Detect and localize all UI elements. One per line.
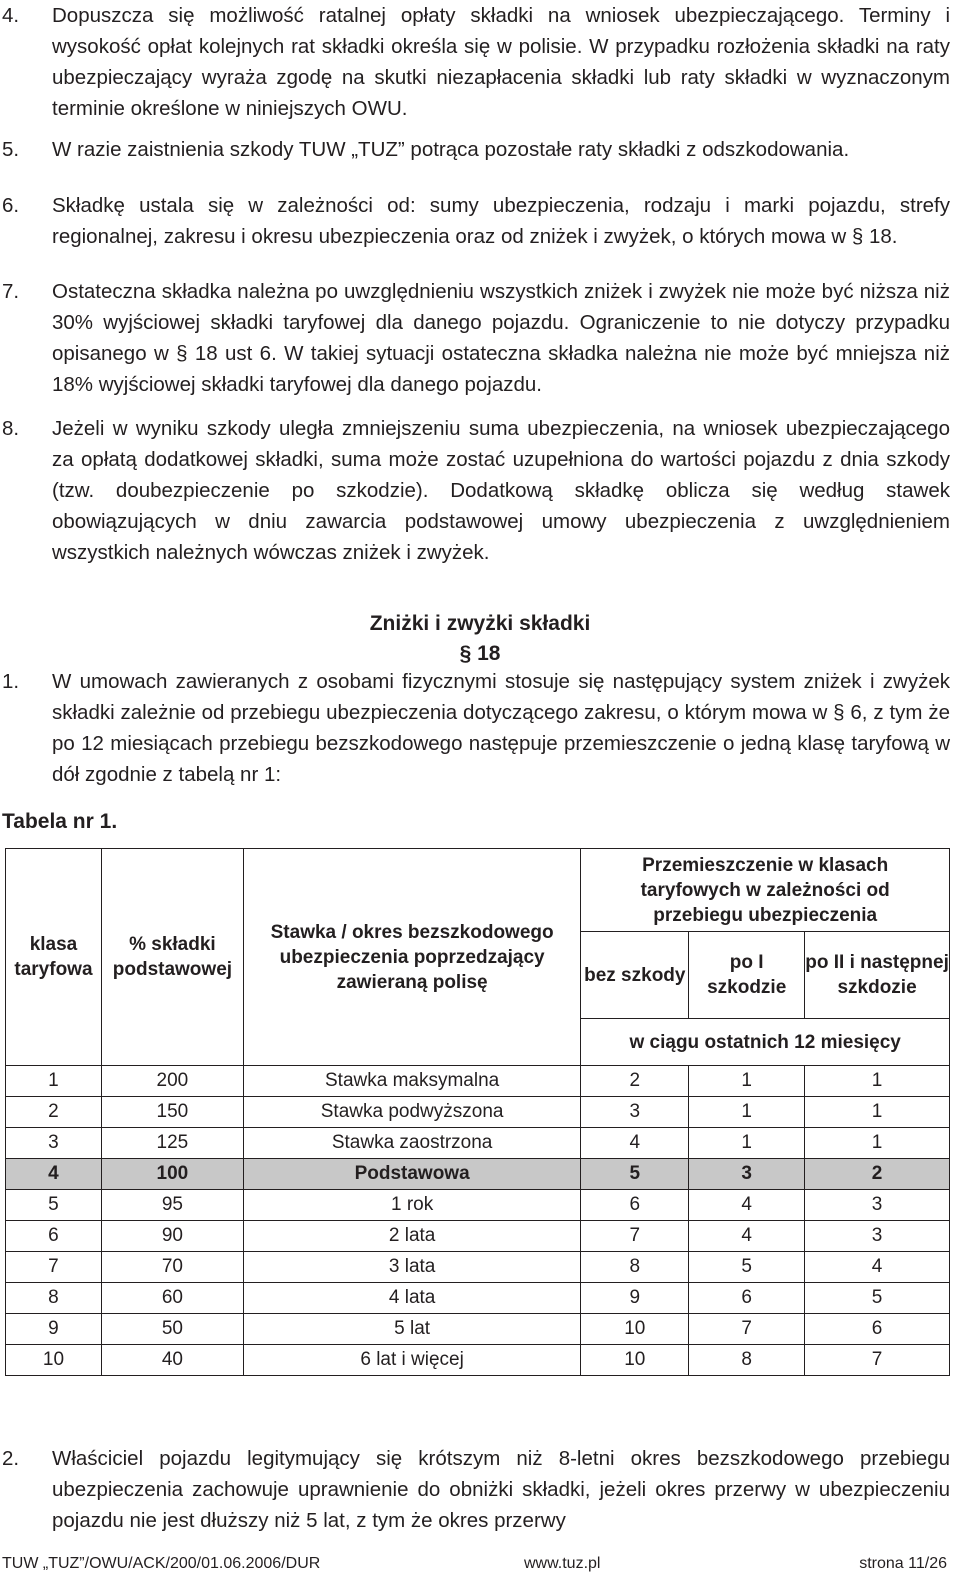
paragraph-item-5 [0,134,950,165]
header-po-i-szkodzie: po I szkodzie [689,932,805,1019]
table-cell: 6 [581,1190,689,1221]
item-number: 8. [2,417,20,440]
item-number: 5. [2,138,20,161]
item-number: 7. [2,280,20,303]
table-cell: 3 lata [243,1252,580,1283]
header-klasa: klasa taryfowa [6,849,102,1066]
table-row [6,1190,950,1221]
table-cell: 1 [689,1128,805,1159]
header-procent: % składki podstawowej [101,849,243,1066]
table-cell: 4 [805,1252,950,1283]
table-cell: 5 [805,1283,950,1314]
header-bez-szkody: bez szkody [581,932,689,1019]
table-cell: 40 [101,1345,243,1376]
table-row [6,1097,950,1128]
table-cell: 1 [805,1066,950,1097]
item-number: 6. [2,194,20,217]
table-cell: 5 [581,1159,689,1190]
item-text: W umowach zawieranych z osobami fizycznymi stosuje się następujący system zniżek i zwyżek składki zależnie od przebiegu ubezpieczenia dotyczącego zakresu, o którym mowa w § 6, z tym że po 12 miesiącach przebiegu bezszkodowego następuje przemieszczenie o jedną klasę taryfową w dół zgodnie z tabelą nr 1: [52,670,950,786]
header-przemieszczenie: Przemieszczenie w klasach taryfowych w zależności od przebiegu ubezpieczenia [581,849,950,932]
item-text: Ostateczna składka należna po uwzględnieniu wszystkich zniżek i zwyżek nie może być niższa niż 30% wyjściowej składki taryfowej dla danego pojazdu. Ograniczenie to nie dotyczy przypadku opisanego w § 18 ust 6. W takiej sytuacji ostateczna składka należna nie może być mniejsza niż 18% wyjściowej składki taryfowej dla danego pojazdu. [52,280,950,396]
table-row [6,1066,950,1097]
table-body [6,1066,950,1376]
table-row [6,1159,950,1190]
item-text: W razie zaistnienia szkody TUW „TUZ” potrąca pozostałe raty składki z odszkodowania. [52,138,850,161]
table-cell: 1 [689,1066,805,1097]
paragraph-item-4 [0,0,950,124]
table-cell: 7 [6,1252,102,1283]
table-cell: 125 [101,1128,243,1159]
table-cell: 4 [581,1128,689,1159]
paragraph-item-8 [0,413,950,568]
table-cell: 90 [101,1221,243,1252]
table-cell: Stawka maksymalna [243,1066,580,1097]
paragraph-item-6 [0,190,950,252]
table-cell: 50 [101,1314,243,1345]
table-cell: Podstawowa [243,1159,580,1190]
table-cell: 9 [581,1283,689,1314]
table-cell: 5 [6,1190,102,1221]
table-cell: 5 lat [243,1314,580,1345]
header-po-ii-szkodzie: po II i następnej szkdozie [805,932,950,1019]
table-cell: 9 [6,1314,102,1345]
table-cell: 1 [805,1097,950,1128]
table-cell: 60 [101,1283,243,1314]
table-cell: 3 [6,1128,102,1159]
table-cell: 95 [101,1190,243,1221]
table-cell: 6 [805,1314,950,1345]
table-cell: 1 [6,1066,102,1097]
table-cell: 3 [689,1159,805,1190]
item-number: 1. [2,670,20,693]
table-cell: 1 [805,1128,950,1159]
table-row [6,1314,950,1345]
table-cell: 4 lata [243,1283,580,1314]
table-cell: 200 [101,1066,243,1097]
table-label: Tabela nr 1. [2,810,118,833]
table-cell: 3 [581,1097,689,1128]
table-cell: Stawka podwyższona [243,1097,580,1128]
table-cell: 100 [101,1159,243,1190]
item-text: Składkę ustala się w zależności od: sumy ubezpieczenia, rodzaju i marki pojazdu, strefy regionalnej, zakresu i okresu ubezpieczenia oraz od zniżek i zwyżek, o których mowa w § 18. [52,194,950,248]
paragraph-18-1 [0,666,950,790]
table-cell: 3 [805,1221,950,1252]
table-cell: 8 [6,1283,102,1314]
section-heading: Zniżki i zwyżki składki [369,612,591,635]
item-text: Jeżeli w wyniku szkody uległa zmniejszeniu suma ubezpieczenia, na wniosek ubezpieczającego za opłatą dodatkowej składki, suma może zostać uzupełniona do wartości pojazdu z dnia szkody (tzw. doubezpieczenie po szkodzie). Dodatkową składkę oblicza się według stawek obowiązujących w dniu zawarcia podstawowej umowy ubezpieczenia z uwzględnieniem wszystkich należnych wówczas zniżek i zwyżek. [52,417,950,564]
tariff-table [5,848,950,1376]
page-footer [2,1555,947,1577]
item-text: Dopuszcza się możliwość ratalnej opłaty składki na wniosek ubezpieczającego. Terminy i wysokość opłat kolejnych rat składki określa się w polisie. W przypadku rozłożenia składki na raty ubezpieczający wyraża zgodę na skutki niezapłacenia składki lub raty składki w wyznaczonym terminie określone w niniejszych OWU. [52,4,950,120]
item-number: 4. [2,4,20,27]
table-row [6,1283,950,1314]
table-cell: 1 [689,1097,805,1128]
table-cell: 10 [581,1345,689,1376]
item-number: 2. [2,1447,20,1470]
table-cell: 150 [101,1097,243,1128]
table-cell: 10 [6,1345,102,1376]
table-cell: 7 [689,1314,805,1345]
paragraph-item-7 [0,276,950,400]
table-cell: 6 [689,1283,805,1314]
table-cell: 2 [805,1159,950,1190]
table-cell: 4 [689,1221,805,1252]
header-okres: w ciągu ostatnich 12 miesięcy [581,1019,950,1066]
table-cell: Stawka zaostrzona [243,1128,580,1159]
table-cell: 3 [805,1190,950,1221]
table-cell: 6 lat i więcej [243,1345,580,1376]
table-row [6,1221,950,1252]
table-cell: 2 lata [243,1221,580,1252]
table-cell: 2 [6,1097,102,1128]
table-cell: 8 [689,1345,805,1376]
table-cell: 1 rok [243,1190,580,1221]
item-text: Właściciel pojazdu legitymujący się krótszym niż 8-letni okres bezszkodowego przebiegu ubezpieczenia zachowuje uprawnienie do obniżki składki, jeżeli okres przerwy w ubezpieczeniu pojazdu nie jest dłuższy niż 5 lat, z tym że okres przerwy [52,1447,950,1532]
paragraph-18-2 [0,1443,950,1536]
table-cell: 4 [689,1190,805,1221]
table-cell: 8 [581,1252,689,1283]
table-cell: 70 [101,1252,243,1283]
footer-doc-id: TUW „TUZ”/OWU/ACK/200/01.06.2006/DUR [2,1555,321,1572]
table-row [6,1128,950,1159]
table-cell: 5 [689,1252,805,1283]
table-cell: 2 [581,1066,689,1097]
table-row [6,1345,950,1376]
footer-page-number: strona 11/26 [859,1555,947,1572]
table-cell: 4 [6,1159,102,1190]
section-number: § 18 [459,642,501,665]
footer-website[interactable]: www.tuz.pl [524,1555,601,1572]
table-cell: 7 [805,1345,950,1376]
table-cell: 7 [581,1221,689,1252]
table-cell: 6 [6,1221,102,1252]
table-cell: 10 [581,1314,689,1345]
table-row [6,1252,950,1283]
header-stawka: Stawka / okres bezszkodowego ubezpieczenia poprzedzający zawieraną polisę [243,849,580,1066]
